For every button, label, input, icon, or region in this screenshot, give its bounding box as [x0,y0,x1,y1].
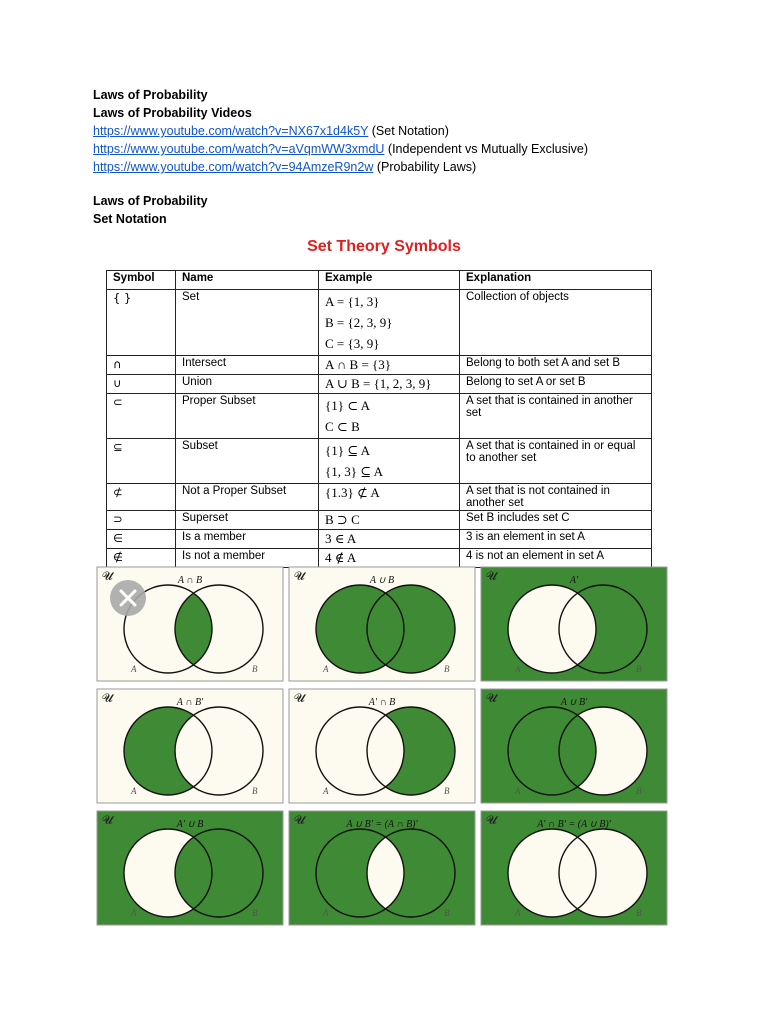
table-row [107,394,652,439]
venn-label: A' ∩ B [368,697,396,708]
universe-label: 𝓤 [486,691,497,705]
set-a-label: A [515,664,521,674]
header-name: Name [176,271,319,290]
set-a-label: A [515,786,521,796]
universe-label: 𝓤 [294,691,305,705]
table-row [107,290,652,356]
example-line: {1} ⊂ A [325,398,371,413]
venn-panel [289,567,475,681]
example-line: C = {3, 9} [325,336,380,351]
venn-panel [481,567,667,681]
set-b-label: B [444,664,450,674]
explanation-cell: 3 is an element in set A [460,530,652,549]
header-example: Example [319,271,460,290]
section-subheading: Set Notation [93,212,167,226]
example-line: {1} ⊆ A [325,443,371,458]
table-row [107,439,652,484]
symbol-cell: ∉ [107,549,176,568]
set-b-label: B [636,786,642,796]
name-cell: Set [176,290,319,356]
example-cell [319,375,460,394]
universe-label: 𝓤 [102,813,113,827]
table-row [107,356,652,375]
example-line: B ⊃ C [325,512,360,527]
universe-label: 𝓤 [102,569,113,583]
name-cell: Is not a member [176,549,319,568]
video-link-independent[interactable]: https://www.youtube.com/watch?v=aVqmWW3xmdU [93,142,385,156]
table-body [107,290,652,568]
universe-label: 𝓤 [294,813,305,827]
set-a-label: A [323,664,329,674]
name-cell: Intersect [176,356,319,375]
venn-label: A' [569,575,579,586]
video-link-row [93,158,476,176]
explanation-cell: 4 is not an element in set A [460,549,652,568]
venn-label: A ∪ B' = (A ∩ B)' [346,819,418,830]
set-b-label: B [444,786,450,796]
explanation-cell: A set that is contained in another set [460,394,652,439]
table-row [107,484,652,511]
example-line: C ⊂ B [325,419,360,434]
symbol-cell: ⊃ [107,511,176,530]
venn-label: A' ∪ B [176,819,204,830]
explanation-cell: Belong to both set A and set B [460,356,652,375]
set-b-label: B [252,786,258,796]
video-link-desc: (Set Notation) [368,124,449,138]
venn-panel [289,811,475,925]
example-cell [319,290,460,356]
set-b-label: B [252,664,258,674]
video-link-laws[interactable]: https://www.youtube.com/watch?v=94AmzeR9n2w [93,160,374,174]
symbol-cell: ∩ [107,356,176,375]
set-a-label: A [323,908,329,918]
video-link-row [93,122,449,140]
example-line: A ∩ B = {3} [325,357,392,372]
close-icon[interactable] [110,580,146,616]
venn-label: A ∪ B' [560,697,588,708]
set-b-label: B [252,908,258,918]
video-link-row [93,140,588,158]
universe-label: 𝓤 [486,569,497,583]
symbol-cell: ⊄ [107,484,176,511]
symbol-cell: ∪ [107,375,176,394]
name-cell: Superset [176,511,319,530]
set-b-label: B [444,908,450,918]
example-line: 4 ∉ A [325,550,357,565]
set-a-label: A [131,908,137,918]
set-a-label: A [515,908,521,918]
name-cell: Union [176,375,319,394]
symbol-cell: ∈ [107,530,176,549]
example-line: A ∪ B = {1, 2, 3, 9} [325,376,432,391]
example-line: A = {1, 3} [325,294,380,309]
example-line: B = {2, 3, 9} [325,315,393,330]
venn-panel [97,689,283,803]
explanation-cell: A set that is contained in or equal to another set [460,439,652,484]
example-line: 3 ∈ A [325,531,357,546]
set-a-label: A [323,786,329,796]
table-row [107,375,652,394]
venn-panel [481,689,667,803]
example-cell [319,484,460,511]
venn-panel [289,689,475,803]
set-a-label: A [131,664,137,674]
universe-label: 𝓤 [102,691,113,705]
table-row [107,530,652,549]
example-cell [319,439,460,484]
set-a-label: A [131,786,137,796]
video-link-desc: (Probability Laws) [373,160,477,174]
explanation-cell: Collection of objects [460,290,652,356]
header-explanation: Explanation [460,271,652,290]
set-symbols-table [106,270,652,568]
venn-diagram-grid [95,563,673,930]
explanation-cell: A set that is not contained in another set [460,484,652,511]
universe-label: 𝓤 [294,569,305,583]
videos-heading: Laws of Probability Videos [93,106,252,120]
name-cell: Proper Subset [176,394,319,439]
header-symbol: Symbol [107,271,176,290]
venn-panel [97,811,283,925]
table-title: Set Theory Symbols [307,238,461,255]
symbol-cell: { } [107,290,176,356]
name-cell: Is a member [176,530,319,549]
example-cell [319,394,460,439]
name-cell: Not a Proper Subset [176,484,319,511]
name-cell: Subset [176,439,319,484]
explanation-cell: Set B includes set C [460,511,652,530]
video-link-set-notation[interactable]: https://www.youtube.com/watch?v=NX67x1d4k5Y [93,124,369,138]
video-link-desc: (Independent vs Mutually Exclusive) [384,142,589,156]
table-header-row [107,271,652,290]
symbol-cell: ⊂ [107,394,176,439]
venn-label: A' ∩ B' = (A ∪ B)' [537,819,611,830]
example-line: {1.3} ⊄ A [325,485,380,500]
example-cell [319,356,460,375]
doc-heading: Laws of Probability [93,88,208,102]
venn-label: A ∪ B [369,575,395,586]
example-line: {1, 3} ⊆ A [325,464,384,479]
set-b-label: B [636,664,642,674]
venn-label: A ∩ B [177,575,203,586]
universe-label: 𝓤 [486,813,497,827]
symbol-cell: ⊆ [107,439,176,484]
explanation-cell: Belong to set A or set B [460,375,652,394]
example-cell [319,511,460,530]
set-b-label: B [636,908,642,918]
venn-label: A ∩ B' [176,697,204,708]
table-row [107,511,652,530]
example-cell [319,530,460,549]
venn-panel [481,811,667,925]
section-heading: Laws of Probability [93,194,208,208]
